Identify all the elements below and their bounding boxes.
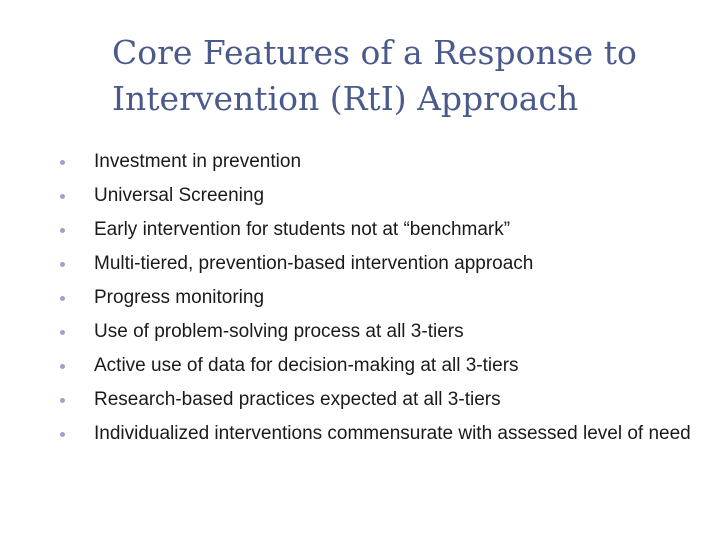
- slide-title-line-1: Core Features of a Response to: [112, 33, 637, 72]
- bullet-text: Progress monitoring: [94, 287, 265, 308]
- bullet-dot-icon: [60, 330, 65, 335]
- bullet-item: [60, 148, 700, 175]
- bullet-item: [60, 284, 700, 311]
- bullet-text: Active use of data for decision-making at all 3-tiers: [94, 355, 519, 376]
- bullet-list: [60, 148, 700, 454]
- bullet-dot-icon: [60, 432, 65, 437]
- bullet-text: Individualized interventions commensurate with assessed level of need: [94, 423, 691, 444]
- bullet-text: Universal Screening: [94, 185, 265, 206]
- bullet-dot-icon: [60, 194, 65, 199]
- bullet-item: [60, 318, 700, 345]
- bullet-item: [60, 420, 700, 447]
- bullet-text: Use of problem-solving process at all 3-tiers: [94, 321, 464, 342]
- bullet-text: Multi-tiered, prevention-based intervention approach: [94, 253, 534, 274]
- bullet-dot-icon: [60, 228, 65, 233]
- bullet-dot-icon: [60, 364, 65, 369]
- slide-title: [112, 30, 702, 122]
- bullet-dot-icon: [60, 160, 65, 165]
- bullet-item: [60, 216, 700, 243]
- bullet-item: [60, 182, 700, 209]
- bullet-item: [60, 352, 700, 379]
- bullet-dot-icon: [60, 398, 65, 403]
- bullet-item: [60, 386, 700, 413]
- bullet-text: Research-based practices expected at all 3-tiers: [94, 389, 501, 410]
- bullet-dot-icon: [60, 296, 65, 301]
- bullet-text: Investment in prevention: [94, 151, 302, 172]
- bullet-item: [60, 250, 700, 277]
- bullet-dot-icon: [60, 262, 65, 267]
- bullet-text: Early intervention for students not at “benchmark”: [94, 219, 511, 240]
- slide-title-line-2: Intervention (RtI) Approach: [112, 79, 579, 118]
